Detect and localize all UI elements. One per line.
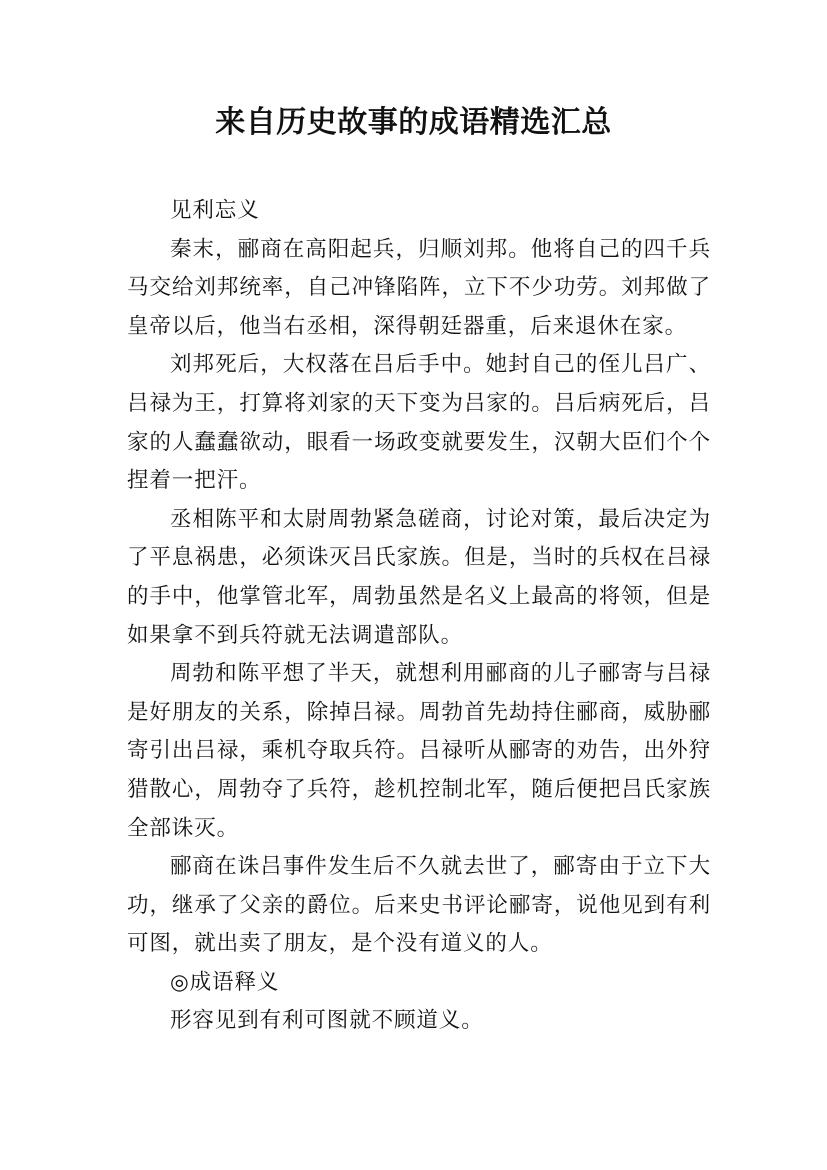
body-paragraph: 郦商在诛吕事件发生后不久就去世了，郦寄由于立下大功，继承了父亲的爵位。后来史书评论郦寄，说他见到有利可图，就出卖了朋友，是个没有道义的人。 — [127, 854, 711, 957]
document-title: 来自历史故事的成语精选汇总 — [215, 105, 612, 140]
idiom-heading: 见利忘义 — [170, 198, 260, 223]
definition-text: 形容见到有利可图就不顾道义。 — [170, 1008, 484, 1034]
body-paragraph: 秦末，郦商在高阳起兵，归顺刘邦。他将自己的四千兵马交给刘邦统率，自己冲锋陷阵，立下不少功劳。刘邦做了皇帝以后，他当右丞相，深得朝廷器重，后来退休在家。 — [127, 236, 711, 339]
body-paragraph: 周勃和陈平想了半天，就想利用郦商的儿子郦寄与吕禄是好朋友的关系，除掉吕禄。周勃首先劫持住郦商，威胁郦寄引出吕禄，乘机夺取兵符。吕禄听从郦寄的劝告，出外狩猎散心，周勃夺了兵符，趁机控制北军，随后便把吕氏家族全部诛灭。 — [127, 661, 711, 841]
definition-heading: ◎成语释义 — [170, 969, 280, 995]
body-paragraph: 丞相陈平和太尉周勃紧急磋商，讨论对策，最后决定为了平息祸患，必须诛灭吕氏家族。但是，当时的兵权在吕禄的手中，他掌管北军，周勃虽然是名义上最高的将领，但是如果拿不到兵符就无法调遣部队。 — [127, 506, 711, 648]
body-paragraph: 刘邦死后，大权落在吕后手中。她封自己的侄儿吕广、吕禄为王，打算将刘家的天下变为吕家的。吕后病死后，吕家的人蠢蠢欲动，眼看一场政变就要发生，汉朝大臣们个个捏着一把汗。 — [127, 352, 711, 494]
document-body — [127, 192, 711, 1041]
